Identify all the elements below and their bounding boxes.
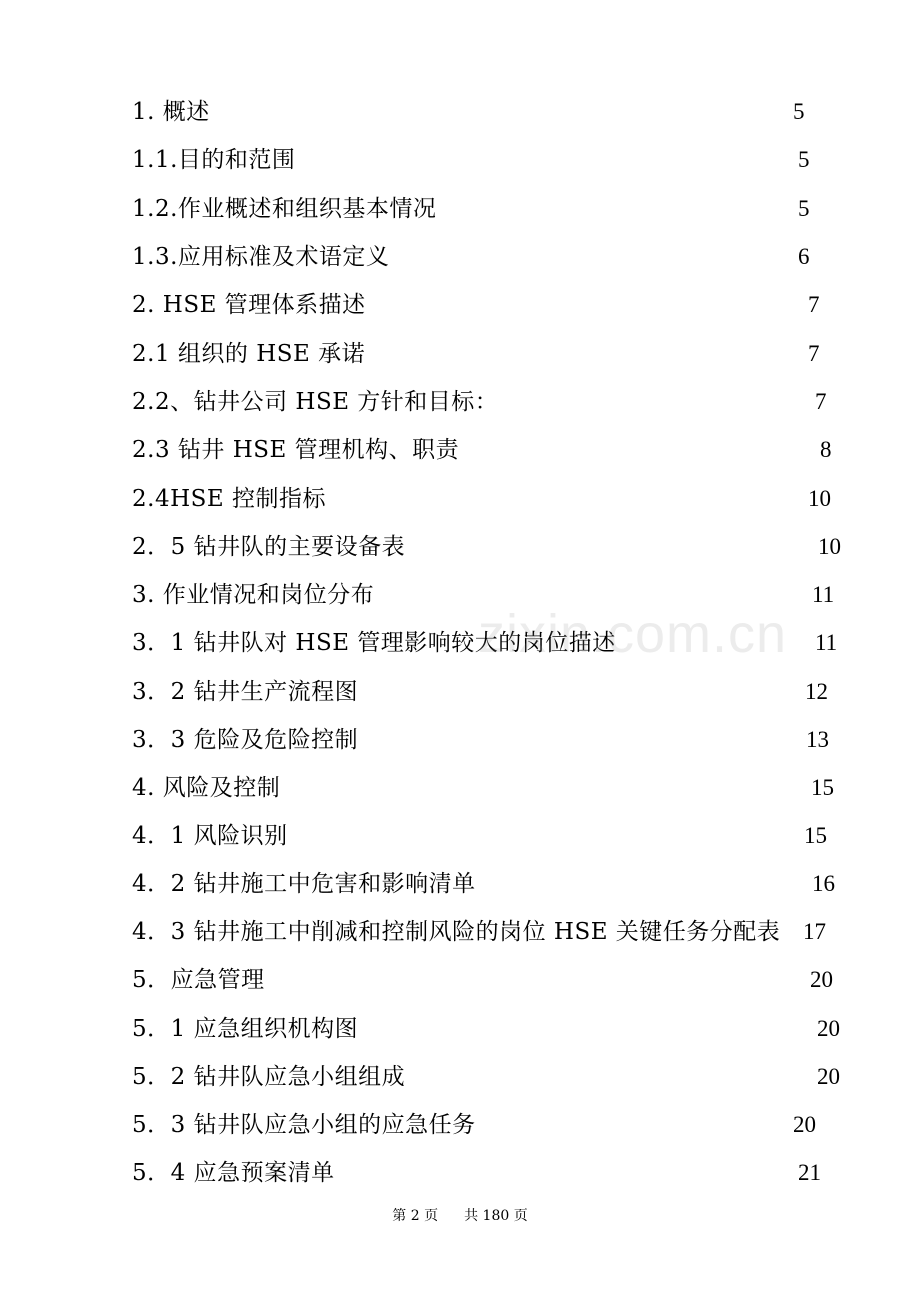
- toc-entry-title: 2.3 钻井 HSE 管理机构、职责: [132, 437, 460, 463]
- toc-entry: [0, 912, 920, 952]
- toc-entry-page: 5: [793, 99, 805, 124]
- toc-entry-title: 5．3 钻井队应急小组的应急任务: [132, 1112, 476, 1138]
- toc-entry: [0, 334, 920, 374]
- toc-entry-title: 3．2 钻井生产流程图: [132, 679, 359, 705]
- toc-entry-page: 5: [798, 147, 810, 172]
- toc-entry: [0, 1105, 920, 1145]
- toc-entry-title: 3．3 危险及危险控制: [132, 727, 359, 753]
- toc-entry-title: 2.1 组织的 HSE 承诺: [132, 341, 366, 367]
- toc-entry-page: 17: [803, 919, 826, 944]
- toc-entry-title: 1.2.作业概述和组织基本情况: [132, 196, 437, 222]
- toc-entry: [0, 237, 920, 277]
- toc-entry-page: 20: [817, 1064, 840, 1089]
- toc-entry-page: 15: [811, 775, 834, 800]
- toc-entry-page: 10: [808, 486, 831, 511]
- toc-entry-page: 21: [798, 1160, 821, 1185]
- toc-entry-page: 12: [805, 679, 828, 704]
- toc-entry-title: 4．3 钻井施工中削减和控制风险的岗位 HSE 关键任务分配表: [132, 919, 781, 945]
- toc-entry-title: 2．5 钻井队的主要设备表: [132, 534, 406, 560]
- toc-entry: [0, 92, 920, 132]
- toc-entry-title: 3．1 钻井队对 HSE 管理影响较大的岗位描述: [132, 630, 616, 656]
- toc-entry: [0, 479, 920, 519]
- toc-entry-title: 1. 概述: [132, 99, 210, 125]
- toc-entry: [0, 189, 920, 229]
- toc-entry-page: 20: [817, 1016, 840, 1041]
- toc-entry: [0, 382, 920, 422]
- toc-entry-title: 4．1 风险识别: [132, 823, 288, 849]
- toc-entry: [0, 527, 920, 567]
- toc-entry: [0, 672, 920, 712]
- toc-entry: [0, 768, 920, 808]
- toc-entry-page: 7: [808, 292, 820, 317]
- toc-entry-title: 5．1 应急组织机构图: [132, 1016, 359, 1042]
- toc-entry: [0, 816, 920, 856]
- toc-entry-page: 20: [793, 1112, 816, 1137]
- toc-entry-page: 16: [812, 871, 835, 896]
- toc-entry-page: 11: [815, 630, 838, 655]
- total-pages: 共 180 页: [464, 1208, 528, 1224]
- toc-entry-title: 5．应急管理: [132, 967, 265, 993]
- toc-entry-title: 5．2 钻井队应急小组组成: [132, 1064, 406, 1090]
- page-footer: [0, 1204, 920, 1228]
- toc-entry-page: 20: [810, 967, 833, 992]
- toc-entry-page: 5: [798, 196, 810, 221]
- toc-entry: [0, 1009, 920, 1049]
- toc-entry-title: 4．2 钻井施工中危害和影响清单: [132, 871, 476, 897]
- toc-entry: [0, 1153, 920, 1193]
- toc-entry-page: 8: [820, 437, 832, 462]
- toc-entry-title: 4. 风险及控制: [132, 775, 281, 801]
- watermark: zixin.com.cn: [478, 604, 788, 664]
- toc-entry: [0, 430, 920, 470]
- toc-entry: [0, 1057, 920, 1097]
- toc-entry-title: 3. 作业情况和岗位分布: [132, 582, 375, 608]
- toc-entry-page: 15: [804, 823, 827, 848]
- toc-entry-page: 7: [815, 389, 827, 414]
- toc-entry-title: 2.2、钻井公司 HSE 方针和目标：: [132, 389, 499, 415]
- toc-entry: [0, 285, 920, 325]
- toc-entry: [0, 960, 920, 1000]
- toc-entry-title: 1.3.应用标准及术语定义: [132, 244, 390, 270]
- toc-entry: [0, 720, 920, 760]
- toc-entry-title: 2.4HSE 控制指标: [132, 486, 326, 512]
- toc-entry-title: 5．4 应急预案清单: [132, 1160, 335, 1186]
- toc-entry-page: 13: [806, 727, 829, 752]
- toc-entry-page: 11: [812, 582, 835, 607]
- toc-entry-title: 1.1.目的和范围: [132, 147, 296, 173]
- toc-entry: [0, 864, 920, 904]
- toc-entry: [0, 140, 920, 180]
- page-number: 第 2 页: [392, 1208, 439, 1224]
- toc-entry-page: 7: [808, 341, 820, 366]
- toc-entry-page: 10: [818, 534, 841, 559]
- toc-entry-title: 2. HSE 管理体系描述: [132, 292, 366, 318]
- toc-entry-page: 6: [798, 244, 810, 269]
